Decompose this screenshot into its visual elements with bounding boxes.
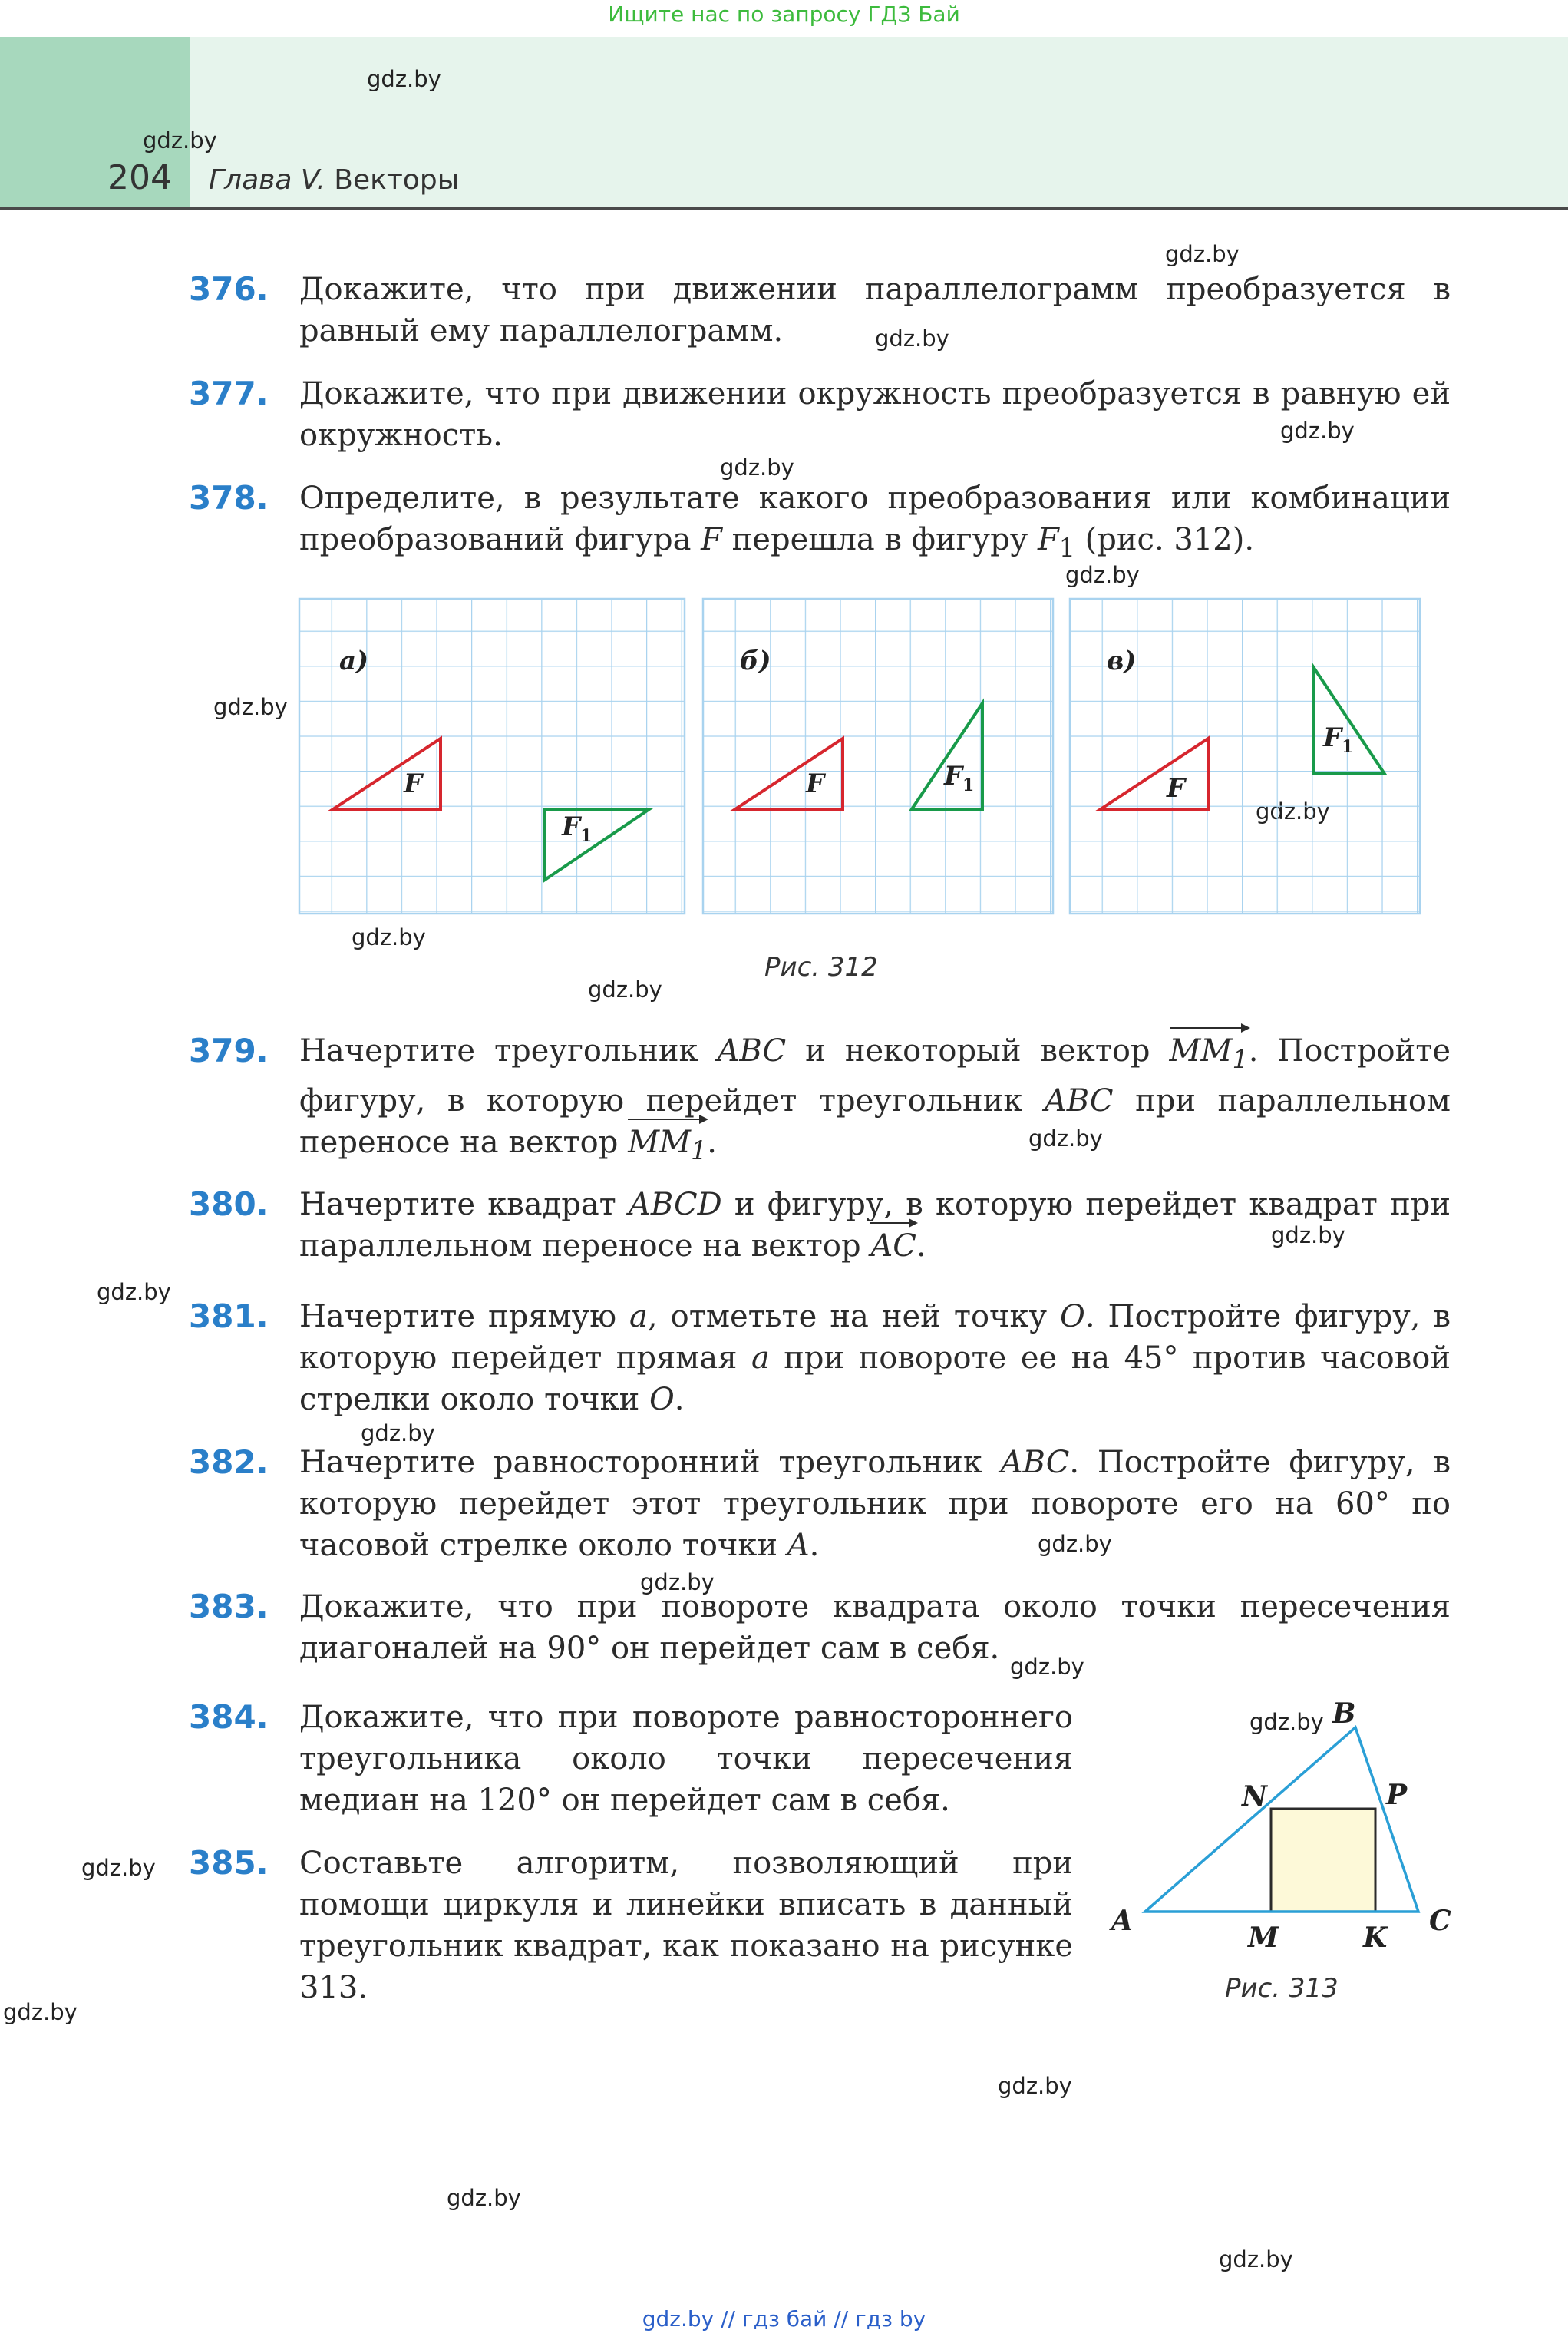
watermark: gdz.by [213,694,288,720]
label-m: M [1248,1922,1279,1953]
watermark: gdz.by [143,127,217,154]
watermark: gdz.by [447,2185,521,2211]
label-f: F [806,768,825,799]
fig312-panel-a [299,599,685,914]
watermark: gdz.by [875,326,949,352]
figure-312 [296,596,1421,917]
panel-label: в) [1107,646,1137,676]
watermark: gdz.by [352,924,426,950]
fig312-panel-b [703,599,1053,914]
label-b: B [1332,1700,1356,1730]
problem-text: Составьте алгоритм, позволяющий при помощи циркуля и линейки вписать в данный треугольник квадрат, как показано на рисунке 313. [299,1846,1073,2005]
watermark: gdz.by [720,454,794,481]
problem-text: Докажите, что при движении параллелограмм преобразуется в равный ему параллелограмм. [299,272,1451,349]
chapter-label: Глава V. [209,164,325,196]
footer-links[interactable]: gdz.by // гдз бай // гдз by [642,2306,926,2332]
header-divider [0,207,1568,210]
page-number: 204 [107,158,172,197]
problem-number: 378. [189,479,269,517]
watermark: gdz.by [1280,418,1355,444]
problem-text: Докажите, что при повороте квадрата около точки пересечения диагоналей на 90° он перейдет сам в себя. [299,1589,1451,1666]
figure-312-caption: Рис. 312 [764,952,878,983]
label-f1: F [562,811,581,842]
label-a: A [1111,1905,1133,1937]
watermark: gdz.by [588,977,662,1003]
watermark: gdz.by [367,66,441,92]
watermark: gdz.by [1249,1709,1324,1735]
panel-label: а) [339,646,369,676]
top-search-note: Ищите нас по запросу ГДЗ Бай [608,2,960,27]
chapter-name: Векторы [334,164,460,196]
problem-number: 376. [189,270,269,308]
inscribed-square [1271,1809,1375,1912]
watermark: gdz.by [1271,1222,1345,1248]
problem-number: 382. [189,1443,269,1481]
watermark: gdz.by [81,1855,156,1881]
problem-number: 383. [189,1588,269,1625]
watermark: gdz.by [1219,2246,1293,2272]
watermark: gdz.by [1165,241,1240,267]
problem-number: 377. [189,375,269,412]
watermark: gdz.by [1028,1125,1103,1152]
label-f1-sub: 1 [580,826,593,846]
chapter-title [209,164,459,196]
label-f: F [404,768,423,799]
problem-text: Начертите квадрат ABCD и фигуру, в которую перейдет квадрат при параллельном переносе на вектор AC. [299,1184,1451,1267]
figure-313-caption: Рис. 313 [1225,1973,1339,2004]
problem-text: Начертите равносторонний треугольник ABC. Постройте фигуру, в которую перейдет этот треугольник при повороте его на 60° по часовой стрелке около точки A. [299,1445,1451,1563]
problem-text: Начертите прямую a, отметьте на ней точку O. Постройте фигуру, в которую перейдет прямая a при повороте ее на 45° против часовой стрелки около точки O. [299,1299,1451,1417]
label-f1: F [944,761,963,792]
label-f1-sub: 1 [962,775,975,795]
label-c: C [1429,1905,1451,1937]
label-f1: F [1323,722,1342,753]
watermark: gdz.by [1065,562,1140,588]
problem-text: Определите, в результате какого преобразования или комбинации преобразований фигура F перешла в фигуру $F_1$ (рис. 312). [299,481,1451,563]
problem-number: 380. [189,1185,269,1223]
watermark: gdz.by [361,1420,435,1446]
panel-label: б) [740,646,771,676]
figure-313 [1098,1700,1466,1953]
watermark: gdz.by [3,1999,78,2025]
label-f1-sub: 1 [1342,737,1354,757]
label-k: K [1363,1922,1388,1953]
label-p: P [1386,1779,1408,1811]
problem-number: 379. [189,1032,269,1069]
problem-number: 385. [189,1844,269,1882]
problem-number: 384. [189,1698,269,1736]
problem-text: Начертите треугольник ABC и некоторый вектор $MM_1$. Постройте фигуру, в которую перейдет треугольник ABC при параллельном переносе на вектор $MM_1$. [299,1030,1451,1172]
fig312-panel-c [1070,599,1420,914]
watermark: gdz.by [1038,1531,1112,1557]
watermark: gdz.by [998,2073,1072,2099]
problem-number: 381. [189,1297,269,1335]
watermark: gdz.by [1010,1654,1084,1680]
problem-text: Докажите, что при движении окружность преобразуется в равную ей окружность. [299,376,1451,453]
label-n: N [1242,1780,1267,1813]
watermark: gdz.by [640,1569,715,1595]
watermark: gdz.by [97,1279,171,1305]
label-f: F [1167,773,1186,804]
problem-text: Докажите, что при повороте равностороннего треугольника около точки пересечения медиан на 120° он перейдет сам в себя. [299,1700,1073,1818]
